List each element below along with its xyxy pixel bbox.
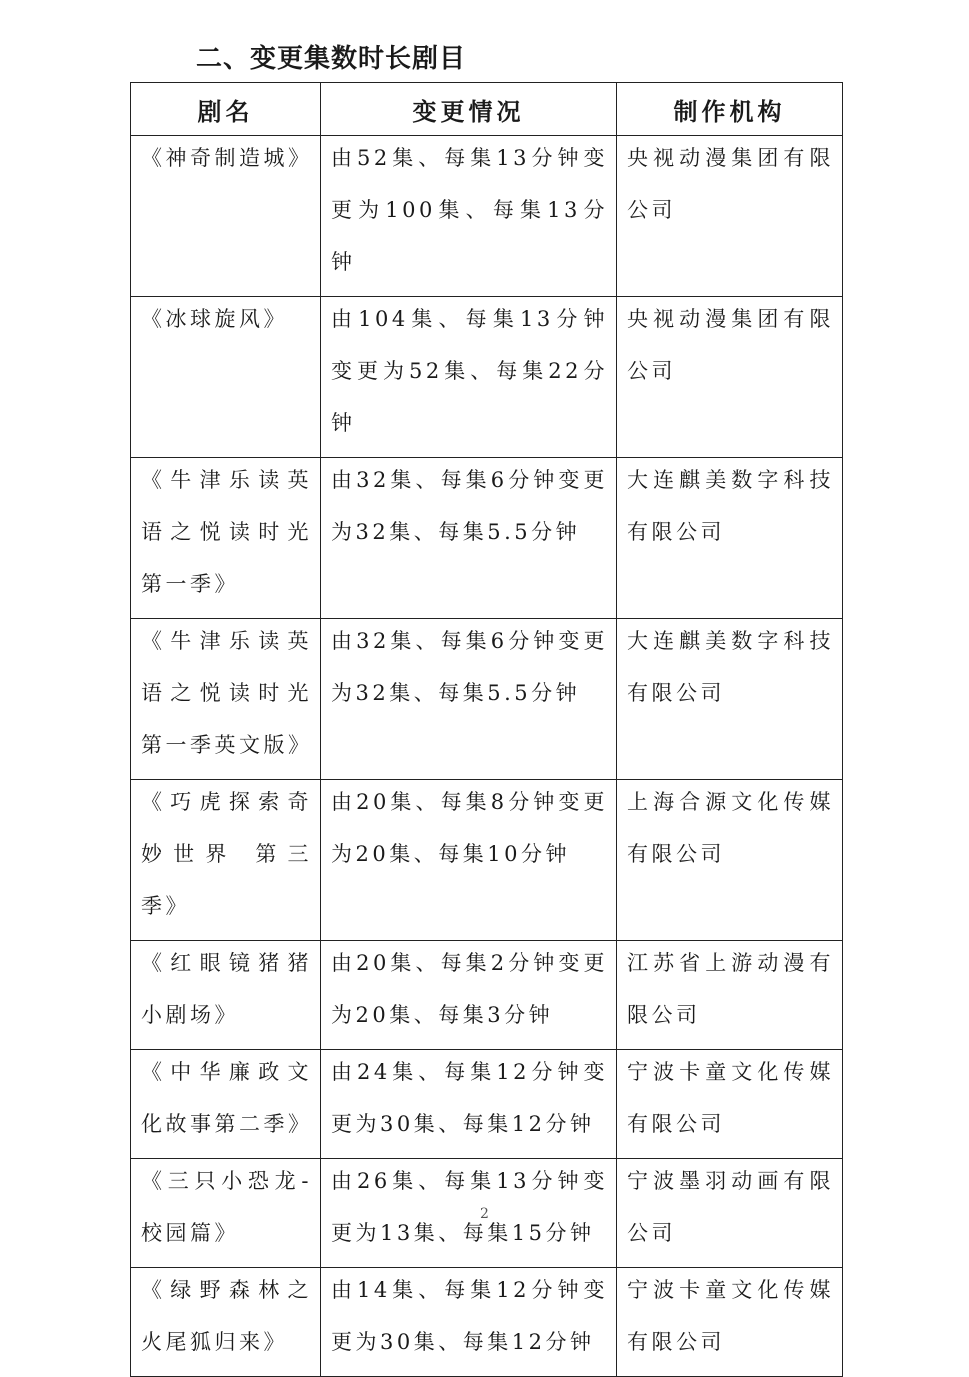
drama-name-cell: 《牛津乐读英语之悦读时光第一季英文版》: [131, 619, 321, 780]
table-header-row: [131, 83, 843, 136]
header-production-org: 制作机构: [617, 83, 843, 136]
change-cell: 由24集、每集12分钟变更为30集、每集12分钟: [321, 1050, 617, 1159]
table-row: [131, 458, 843, 619]
change-cell: 由32集、每集6分钟变更为32集、每集5.5分钟: [321, 458, 617, 619]
drama-name-cell: 《牛津乐读英语之悦读时光第一季》: [131, 458, 321, 619]
drama-name-cell: 《冰球旋风》: [131, 297, 321, 458]
drama-name-cell: 《绿野森林之火尾狐归来》: [131, 1268, 321, 1377]
header-change-details: 变更情况: [321, 83, 617, 136]
drama-name-cell: 《红眼镜猪猪小剧场》: [131, 941, 321, 1050]
table-row: [131, 1268, 843, 1377]
org-cell: 央视动漫集团有限公司: [617, 297, 843, 458]
org-cell: 宁波卡童文化传媒有限公司: [617, 1268, 843, 1377]
table-row: [131, 941, 843, 1050]
change-cell: 由26集、每集13分钟变更为13集、每集15分钟: [321, 1159, 617, 1268]
change-cell: 由104集、每集13分钟变更为52集、每集22分钟: [321, 297, 617, 458]
change-cell: 由32集、每集6分钟变更为32集、每集5.5分钟: [321, 619, 617, 780]
org-cell: 宁波卡童文化传媒有限公司: [617, 1050, 843, 1159]
header-drama-name: 剧名: [131, 83, 321, 136]
org-cell: 大连麒美数字科技有限公司: [617, 458, 843, 619]
org-cell: 江苏省上游动漫有限公司: [617, 941, 843, 1050]
page-number: 2: [480, 1206, 489, 1222]
table-row: [131, 780, 843, 941]
change-cell: 由14集、每集12分钟变更为30集、每集12分钟: [321, 1268, 617, 1377]
drama-change-table: [130, 82, 843, 1377]
drama-name-cell: 《三只小恐龙-校园篇》: [131, 1159, 321, 1268]
table-row: [131, 297, 843, 458]
drama-name-cell: 《巧虎探索奇妙世界 第三季》: [131, 780, 321, 941]
drama-name-cell: 《中华廉政文化故事第二季》: [131, 1050, 321, 1159]
table-row: [131, 619, 843, 780]
drama-name-cell: 《神奇制造城》: [131, 136, 321, 297]
change-cell: 由20集、每集8分钟变更为20集、每集10分钟: [321, 780, 617, 941]
section-title: 二、变更集数时长剧目: [196, 44, 467, 74]
change-cell: 由52集、每集13分钟变更为100集、每集13分钟: [321, 136, 617, 297]
change-cell: 由20集、每集2分钟变更为20集、每集3分钟: [321, 941, 617, 1050]
org-cell: 大连麒美数字科技有限公司: [617, 619, 843, 780]
table-row: [131, 136, 843, 297]
table-row: [131, 1050, 843, 1159]
org-cell: 宁波墨羽动画有限公司: [617, 1159, 843, 1268]
org-cell: 央视动漫集团有限公司: [617, 136, 843, 297]
org-cell: 上海合源文化传媒有限公司: [617, 780, 843, 941]
